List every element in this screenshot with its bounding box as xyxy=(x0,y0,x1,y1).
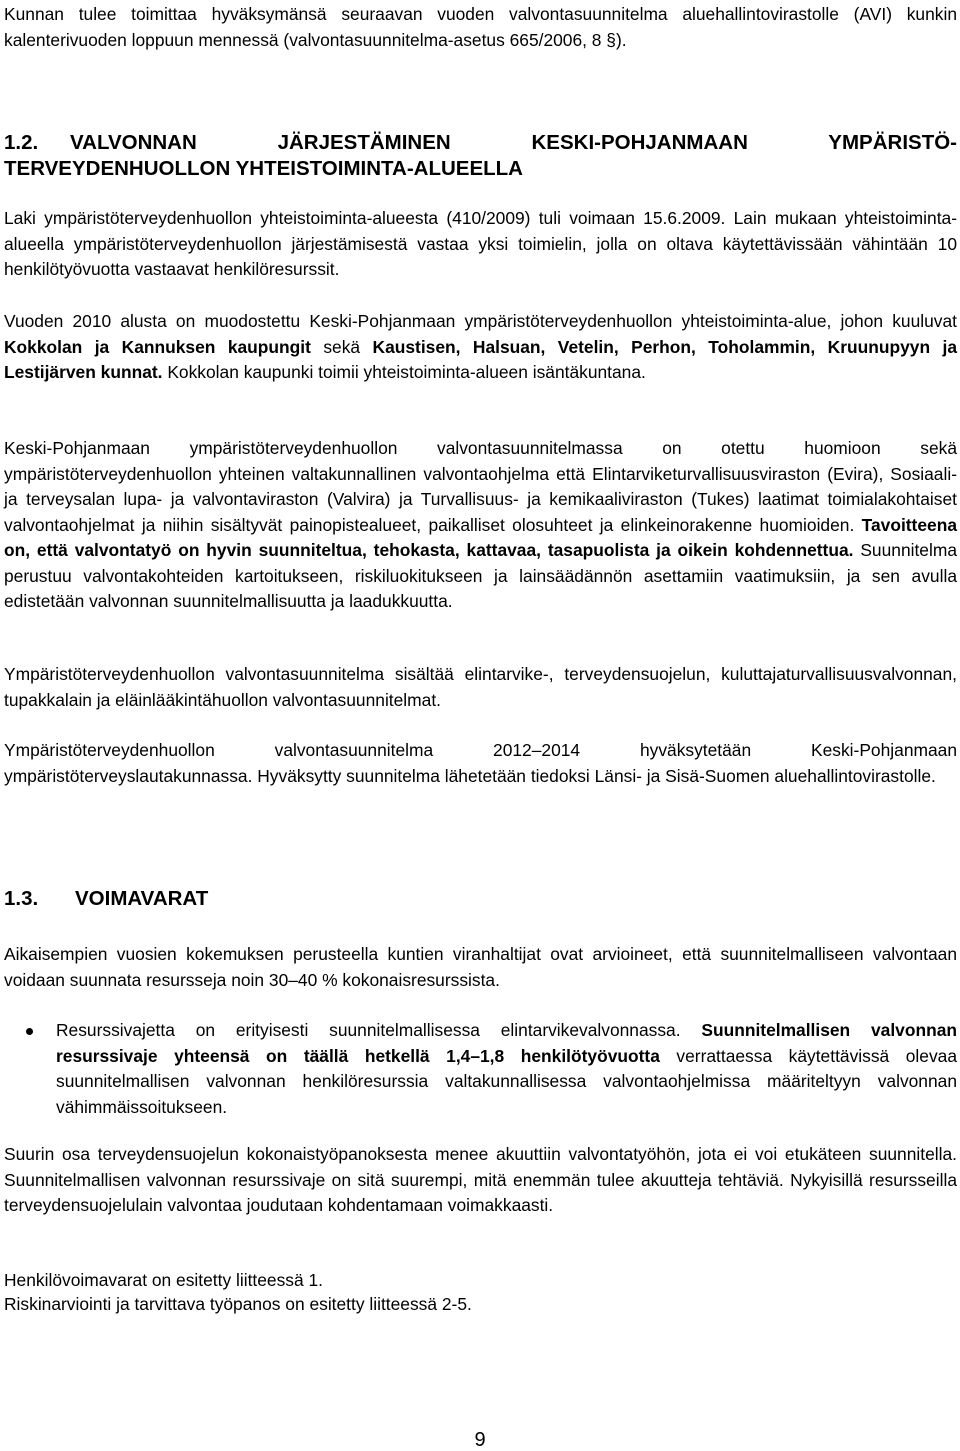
cities-bold: Kokkolan ja Kannuksen kaupungit xyxy=(4,336,311,357)
bullet-item xyxy=(4,1018,957,1120)
attachment-line-1: Henkilövoimavarat on esitetty liitteessä 1. xyxy=(4,1270,323,1290)
section-number: 1.2. xyxy=(4,131,39,154)
intro-paragraph: Kunnan tulee toimittaa hyväksymänsä seuraavan vuoden valvontasuunnitelma aluehallintovirastolle (AVI) kunkin kalenterivuoden loppuun mennessä (valvontasuunnitelma-asetus 665/2006, 8 §). xyxy=(4,4,957,50)
section-number: 1.3. xyxy=(4,887,39,910)
area-paragraph: Vuoden 2010 alusta on muodostettu Keski-Pohjanmaan ympäristöterveydenhuollon yhteistoiminta-alue, johon kuuluvat Kokkolan ja Kannuksen kaupungit sekä Kaustisen, Halsuan, Vetelin, Perhon, Toholammin, Kruunupyyn ja Lestijärven kunnat. Kokkolan kaupunki toimii yhteistoiminta-alueen isäntäkuntana. xyxy=(4,311,958,382)
attachment-line-2: Riskinarviointi ja tarvittava työpanos on esitetty liitteessä 2-5. xyxy=(4,1294,472,1314)
law-paragraph: Laki ympäristöterveydenhuollon yhteistoiminta-alueesta (410/2009) tuli voimaan 15.6.2009. Lain mukaan yhteistoiminta-alueella ympäristöterveydenhuollon järjestämisestä vastaa yksi toimielin, jolla on oltava käytettävissään vähintään 10 henkilötyövuotta vastaavat henkilöresurssit. xyxy=(4,208,957,279)
section-heading-1-3 xyxy=(4,886,957,912)
resources-paragraph: Aikaisempien vuosien kokemuksen perusteella kuntien viranhaltijat ovat arvioineet, että suunnitelmalliseen valvontaan voidaan suunnata resursseja noin 30–40 % kokonaisresurssista. xyxy=(4,944,957,990)
section-heading-1-2 xyxy=(4,130,957,182)
goal-bold: Tavoitteena on, että valvontatyö on hyvin suunniteltua, tehokasta, kattavaa, tasapuolista ja oikein kohdennettua. xyxy=(4,514,957,560)
acute-work-paragraph: Suurin osa terveydensuojelun kokonaistyöpanoksesta menee akuuttiin valvontatyöhön, jota ei voi etukäteen suunnitella. Suunnitelmallisen valvonnan resurssivaje on sitä suurempi, mitä enemmän tulee akuutteja tehtäviä. Nykyisillä resursseilla terveydensuojelulain valvontaa joudutaan kohdentamaan voimakkaasti. xyxy=(4,1144,957,1215)
page-number: 9 xyxy=(474,1429,486,1451)
deficit-bold: Suunnitelmallisen valvonnan resurssivaje yhteensä on täällä hetkellä 1,4–1,8 henkilötyövuotta xyxy=(56,1020,957,1066)
plan-paragraph: Keski-Pohjanmaan ympäristöterveydenhuollon valvontasuunnitelmassa on otettu huomioon sekä ympäristöterveydenhuollon yhteinen valtakunnallinen valvontaohjelma että Elintarviketurvallisuusviraston (Evira), Sosiaali- ja terveysalan lupa- ja valvontaviraston (Valvira) ja Turvallisuus- ja kemikaaliviraston (Tukes) laatimat toimialakohtaiset valvontaohjelmat ja niihin sisältyvät painopistealueet, paikalliset olosuhteet ja elinkeinorakenne huomioiden. Tavoitteena on, että valvontatyö on hyvin suunniteltua, tehokasta, kattavaa, tasapuolista ja oikein kohdennettua. Suunnitelma perustuu valvontakohteiden kartoitukseen, riskiluokitukseen ja lainsäädännön asettamiin vaatimuksiin, ja sen avulla edistetään valvonnan suunnitelmallisuutta ja laadukkuutta. xyxy=(4,438,957,611)
contents-paragraph: Ympäristöterveydenhuollon valvontasuunnitelma sisältää elintarvike-, terveydensuojelun, kuluttajaturvallisuusvalvonnan, tupakkalain ja eläinlääkintähuollon valvontasuunnitelmat. xyxy=(4,664,957,710)
bullet-text: Resurssivajetta on erityisesti suunnitelmallisessa elintarvikevalvonnassa. Suunnitelmallisen valvonnan resurssivaje yhteensä on täällä hetkellä 1,4–1,8 henkilötyövuotta verrattaessa käytettävissä olevaa suunnitelmallisen valvonnan henkilöresurssia valtakunnallisessa valvontaohjelmissa määriteltyyn valvonnan vähimmäissoitukseen. xyxy=(56,1020,957,1117)
bullet-dot xyxy=(26,1028,33,1035)
section-title-line-2: TERVEYDENHUOLLON YHTEISTOIMINTA-ALUEELLA xyxy=(4,157,523,180)
section-title-line-1: VALVONNAN JÄRJESTÄMINEN KESKI-POHJANMAAN YMPÄRISTÖ- xyxy=(70,131,957,154)
section-title: VOIMAVARAT xyxy=(75,887,209,910)
approval-paragraph: Ympäristöterveydenhuollon valvontasuunnitelma 2012–2014 hyväksytetään Keski-Pohjanmaan ympäristöterveyslautakunnassa. Hyväksytty suunnitelma lähetetään tiedoksi Länsi- ja Sisä-Suomen aluehallintovirastolle. xyxy=(4,740,957,786)
municipalities-bold: Kaustisen, Halsuan, Vetelin, Perhon, Toholammin, Kruunupyyn ja Lestijärven kunnat. xyxy=(4,336,958,382)
